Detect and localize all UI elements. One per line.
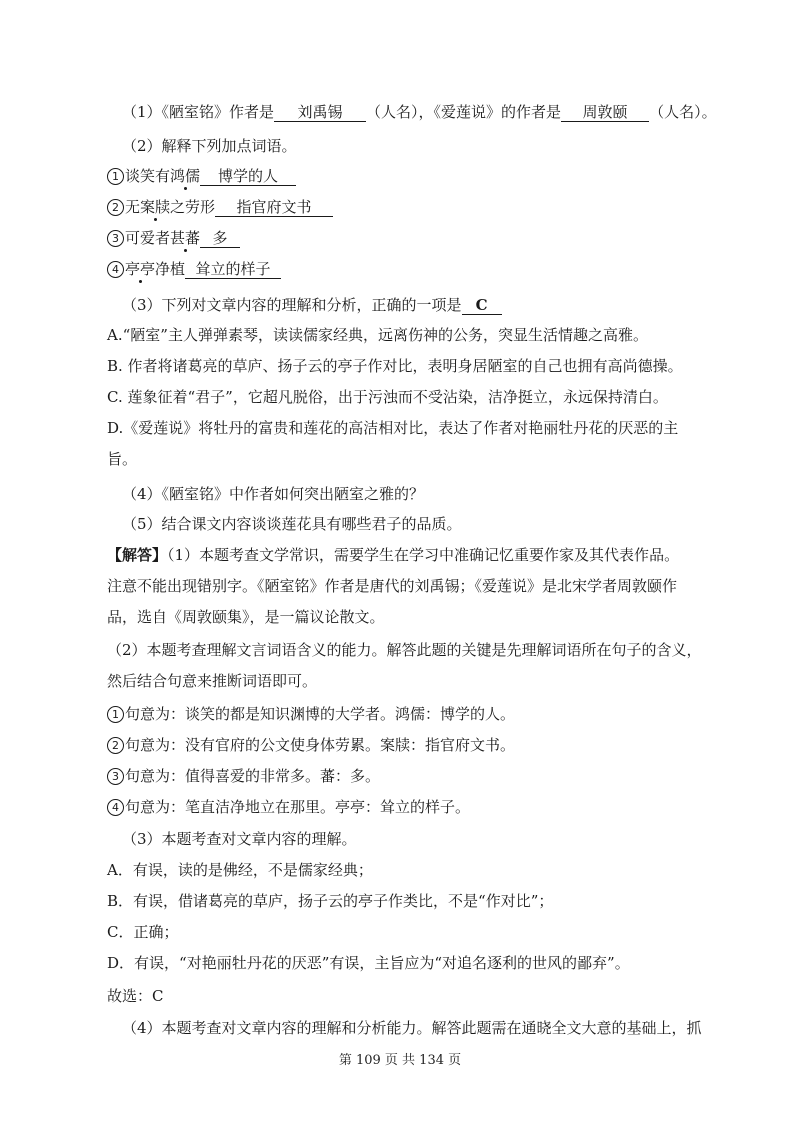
solution-line: （4）本题考查对文章内容的理解和分析能力。解答此题需在通晓全文大意的基础上，抓: [122, 1019, 702, 1037]
circled-number: 3: [107, 230, 124, 247]
q3-answer: C: [462, 296, 502, 315]
solution-line: D．有误，“对艳丽牡丹花的厌恶”有误，主旨应为“对追名逐利的世风的鄙弃”。: [107, 954, 630, 972]
q2-item: 2 无案牍之劳形 指官府文书: [107, 197, 800, 217]
question-1: [122, 102, 800, 122]
solution-line: 注意不能出现错别字。《陋室铭》作者是唐代的刘禹锡；《爱莲说》是北宋学者周敦颐作: [107, 577, 678, 595]
dotted-word: 案牍: [140, 198, 171, 216]
circled-number: 2: [107, 737, 124, 754]
q1-prefix: （1）《陋室铭》作者是: [122, 103, 275, 121]
q1-answer-author: 刘禹锡: [274, 103, 366, 122]
page-footer: 第 109 页 共 134 页: [338, 1053, 462, 1068]
solution-label: 【解答】: [107, 546, 168, 564]
q3-option-d-cont: 旨。: [107, 450, 138, 468]
solution-final-answer: 故选：C: [107, 987, 164, 1005]
q1-middle: （人名），《爱莲说》的作者是: [366, 103, 562, 121]
q3-option-b: B. 作者将诸葛亮的草庐、扬子云的亭子作对比，表明身居陋室的自己也拥有高尚德操。: [107, 357, 683, 375]
q2-item: 3 可爱者甚蕃 多: [107, 228, 800, 248]
q3-option-c: C. 莲象征着“君子”，它超凡脱俗，出于污浊而不受沾染，洁净挺立，永远保持清白。: [107, 388, 668, 406]
q2-answer: 博学的人: [200, 167, 296, 186]
solution-item: 4 句意为：笔直洁净地立在那里。亭亭：耸立的样子。: [107, 797, 800, 817]
circled-number: 4: [107, 799, 124, 816]
question-4: （4）《陋室铭》中作者如何突出陋室之雅的？: [122, 485, 425, 503]
solution-line: （3）本题考查对文章内容的理解。: [122, 830, 357, 848]
circled-number: 1: [107, 706, 124, 723]
dotted-word: 鸿儒: [170, 167, 201, 185]
q3-option-d: D.《爱莲说》将牡丹的富贵和莲花的高洁相对比，表达了作者对艳丽牡丹花的厌恶的主: [107, 419, 679, 437]
dotted-word: 甚蕃: [170, 229, 201, 247]
solution-line: 品，选自《周敦颐集》，是一篇议论散文。: [107, 608, 385, 626]
solution-item: 3 句意为：值得喜爱的非常多。蕃：多。: [107, 766, 800, 786]
circled-number: 3: [107, 768, 124, 785]
q2-item: 4 亭亭净植 耸立的样子: [107, 259, 800, 279]
q2-item: 1 谈笑有鸿儒 博学的人: [107, 166, 800, 186]
solution-line: （2）本题考查理解文言词语含义的能力。解答此题的关键是先理解词语所在句子的含义，: [107, 641, 702, 659]
q1-suffix: （人名）。: [649, 103, 717, 121]
solution-line: B．有误，借诸葛亮的草庐，扬子云的亭子作类比，不是“作对比”；: [107, 892, 554, 910]
solution-line: A．有误，读的是佛经，不是儒家经典；: [107, 861, 373, 879]
question-3: [122, 295, 800, 315]
circled-number: 2: [107, 199, 124, 216]
circled-number: 1: [107, 168, 124, 185]
question-5: （5）结合课文内容谈谈莲花具有哪些君子的品质。: [122, 515, 462, 533]
q3-option-a: A.“陋室”主人弹弹素琴，读读儒家经典，远离伤神的公务，突显生活情趣之高雅。: [107, 326, 648, 344]
dotted-word: 亭亭: [125, 260, 156, 278]
question-2-title: （2）解释下列加点词语。: [122, 137, 297, 155]
solution-item: 1 句意为：谈笑的都是知识渊博的大学者。鸿儒：博学的人。: [107, 704, 800, 724]
solution-item: 2 句意为：没有官府的公文使身体劳累。案牍：指官府文书。: [107, 735, 800, 755]
solution-line: C．正确；: [107, 923, 179, 941]
solution-line: 然后结合句意来推断词语即可。: [107, 672, 318, 690]
q2-answer: 多: [200, 229, 240, 248]
solution-first-line: 【解答】（1）本题考查文学常识，需要学生在学习中准确记忆重要作家及其代表作品。: [107, 546, 680, 564]
circled-number: 4: [107, 261, 124, 278]
q3-stem: （3）下列对文章内容的理解和分析，正确的一项是: [122, 296, 462, 314]
q2-answer: 指官府文书: [215, 198, 333, 217]
q2-answer: 耸立的样子: [185, 260, 281, 279]
q1-answer-author-2: 周敦颐: [561, 103, 649, 122]
